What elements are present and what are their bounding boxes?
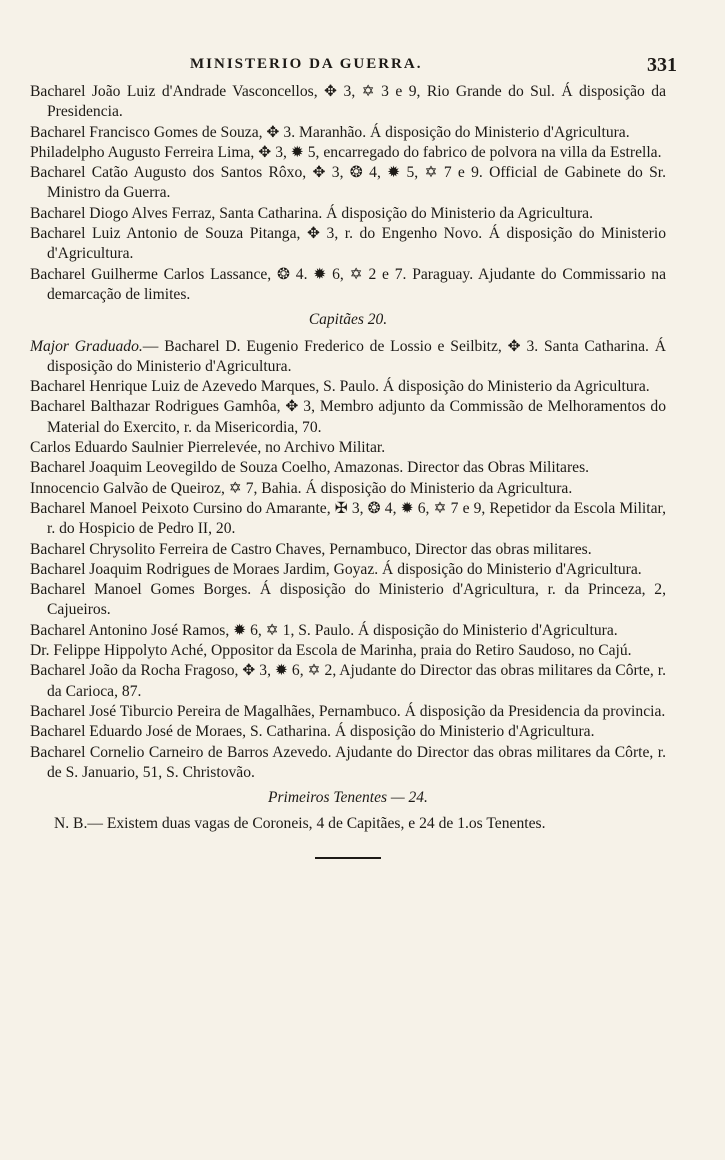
list-item: Bacharel Luiz Antonio de Souza Pitanga, ✥ 3, r. do Engenho Novo. Á disposição do Ministerio d'Agricultura. xyxy=(30,225,666,263)
list-item: Bacharel Cornelio Carneiro de Barros Azevedo. Ajudante do Director das obras militares da Côrte, r. de S. Januario, 51, S. Christovão. xyxy=(30,743,666,781)
major-entry-text: — Bacharel D. Eugenio Frederico de Lossio e Seilbitz, ✥ 3. Santa Catharina. Á disposição do Ministerio d'Agricultura. xyxy=(47,337,666,375)
section-heading-capitaes: Capitães 20. xyxy=(308,311,388,329)
body-text xyxy=(30,82,666,859)
list-item: Bacharel Eduardo José de Moraes, S. Catharina. Á disposição do Ministerio d'Agricultura. xyxy=(30,723,595,741)
list-item: Bacharel Balthazar Rodrigues Gamhôa, ✥ 3, Membro adjunto da Commissão de Melhoramentos do Material do Exercito, r. da Misericordia, 70. xyxy=(30,398,666,436)
list-item: Bacharel João da Rocha Fragoso, ✥ 3, ✹ 6, ✡ 2, Ajudante do Director das obras militares da Côrte, r. da Carioca, 87. xyxy=(30,662,666,700)
list-item: Dr. Felippe Hippolyto Aché, Oppositor da Escola de Marinha, praia do Retiro Saudoso, no Cajú. xyxy=(30,642,632,660)
section-heading-tenentes: Primeiros Tenentes — 24. xyxy=(268,789,428,807)
list-item: Bacharel Guilherme Carlos Lassance, ❂ 4. ✹ 6, ✡ 2 e 7. Paraguay. Ajudante do Commissario na demarcação de limites. xyxy=(30,265,666,303)
list-item: Bacharel Henrique Luiz de Azevedo Marques, S. Paulo. Á disposição do Ministerio da Agricultura. xyxy=(30,378,650,396)
list-item: Bacharel Manoel Gomes Borges. Á disposição do Ministerio d'Agricultura, r. da Princeza, 2, Cajueiros. xyxy=(30,581,666,619)
list-item: Bacharel Francisco Gomes de Souza, ✥ 3. Maranhão. Á disposição do Ministerio d'Agricultura. xyxy=(30,123,630,141)
list-item: Bacharel João Luiz d'Andrade Vasconcellos, ✥ 3, ✡ 3 e 9, Rio Grande do Sul. Á disposição da Presidencia. xyxy=(30,83,666,121)
list-item: Bacharel Diogo Alves Ferraz, Santa Catharina. Á disposição do Ministerio da Agricultura. xyxy=(30,204,593,222)
list-item: Carlos Eduardo Saulnier Pierrelevée, no Archivo Militar. xyxy=(30,439,386,457)
list-item: Innocencio Galvão de Queiroz, ✡ 7, Bahia. Á disposição do Ministerio da Agricultura. xyxy=(30,479,573,497)
list-item: Bacharel Catão Augusto dos Santos Rôxo, ✥ 3, ❂ 4, ✹ 5, ✡ 7 e 9. Official de Gabinete do Sr. Ministro da Guerra. xyxy=(30,164,666,202)
footnote-nb: N. B.— Existem duas vagas de Coroneis, 4 de Capitães, e 24 de 1.os Tenentes. xyxy=(54,815,546,833)
closing-rule xyxy=(315,857,381,859)
list-item: Bacharel Joaquim Rodrigues de Moraes Jardim, Goyaz. Á disposição do Ministerio d'Agricultura. xyxy=(30,560,642,578)
list-item: Bacharel Antonino José Ramos, ✹ 6, ✡ 1, S. Paulo. Á disposição do Ministerio d'Agricultura. xyxy=(30,621,618,639)
page-number: 331 xyxy=(647,54,677,76)
list-item: Bacharel Chrysolito Ferreira de Castro Chaves, Pernambuco, Director das obras militares. xyxy=(30,540,592,558)
list-item: Bacharel Manoel Peixoto Cursino do Amarante, ✠ 3, ❂ 4, ✹ 6, ✡ 7 e 9, Repetidor da Escola Militar, r. do Hospicio de Pedro II, 20. xyxy=(30,499,666,538)
major-lead: Major Graduado. xyxy=(30,337,143,355)
list-item: Bacharel José Tiburcio Pereira de Magalhães, Pernambuco. Á disposição da Presidencia da provincia. xyxy=(30,702,666,720)
page-header xyxy=(0,52,725,80)
list-item-major xyxy=(30,337,666,378)
list-item: Bacharel Joaquim Leovegildo de Souza Coelho, Amazonas. Director das Obras Militares. xyxy=(30,459,590,477)
list-item: Philadelpho Augusto Ferreira Lima, ✥ 3, ✹ 5, encarregado do fabrico de polvora na villa da Estrella. xyxy=(30,143,662,161)
running-title: MINISTERIO DA GUERRA. xyxy=(190,56,423,72)
